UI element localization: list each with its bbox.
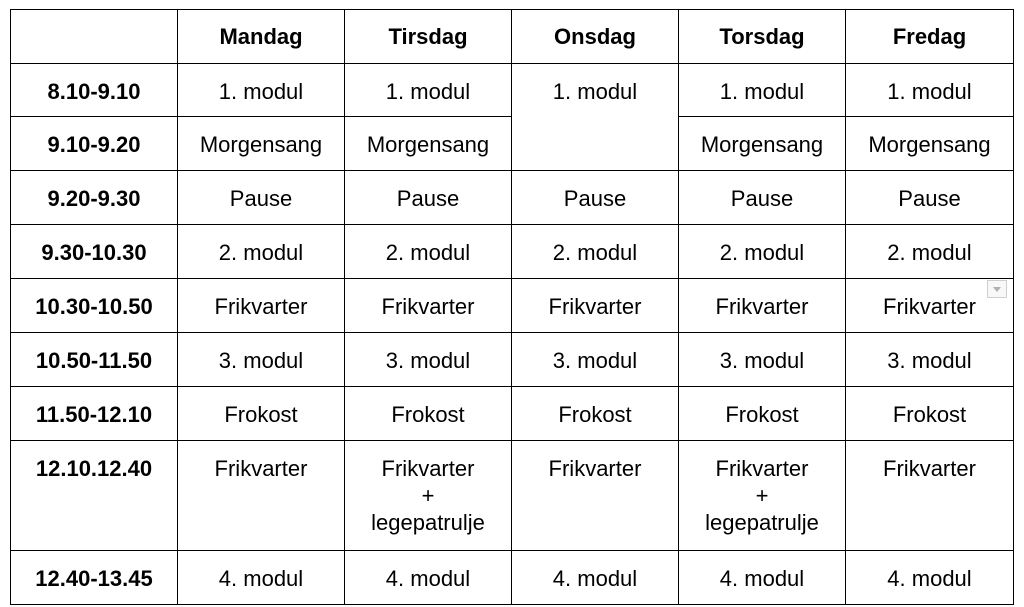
schedule-cell: Frokost <box>345 387 512 441</box>
day-header-fredag: Fredag <box>846 10 1014 64</box>
schedule-cell: 4. modul <box>846 551 1014 605</box>
cell-line: + <box>755 483 769 508</box>
day-header-onsdag: Onsdag <box>512 10 679 64</box>
schedule-cell <box>679 441 846 551</box>
time-slot: 9.30-10.30 <box>11 225 178 279</box>
time-slot: 12.10.12.40 <box>11 441 178 551</box>
day-header-tirsdag: Tirsdag <box>345 10 512 64</box>
time-slot: 8.10-9.10 <box>11 64 178 117</box>
schedule-cell[interactable]: Frikvarter <box>846 279 1014 333</box>
cell-line: legepatrulje <box>371 510 485 535</box>
schedule-cell: 2. modul <box>679 225 846 279</box>
schedule-cell <box>512 441 679 551</box>
schedule-cell <box>846 441 1014 551</box>
cell-line: Frikvarter <box>214 456 308 481</box>
table-row <box>11 64 1014 117</box>
schedule-cell: 4. modul <box>679 551 846 605</box>
schedule-cell: Pause <box>178 171 345 225</box>
schedule-cell: 1. modul <box>512 64 679 171</box>
schedule-cell: 2. modul <box>846 225 1014 279</box>
time-slot: 11.50-12.10 <box>11 387 178 441</box>
cell-line: + <box>421 483 435 508</box>
schedule-cell: Frokost <box>512 387 679 441</box>
schedule-cell: Frikvarter <box>679 279 846 333</box>
schedule-cell: Pause <box>345 171 512 225</box>
schedule-cell: Morgensang <box>178 117 345 171</box>
schedule-cell: Frokost <box>846 387 1014 441</box>
time-slot: 10.30-10.50 <box>11 279 178 333</box>
schedule-cell: 3. modul <box>345 333 512 387</box>
schedule-cell: 3. modul <box>679 333 846 387</box>
cell-line: Frikvarter <box>381 456 475 481</box>
schedule-cell: 3. modul <box>178 333 345 387</box>
schedule-cell: Pause <box>679 171 846 225</box>
schedule-cell: 1. modul <box>846 64 1014 117</box>
schedule-cell <box>178 441 345 551</box>
day-header-torsdag: Torsdag <box>679 10 846 64</box>
schedule-cell: 3. modul <box>512 333 679 387</box>
schedule-cell: 2. modul <box>178 225 345 279</box>
table-row <box>11 551 1014 605</box>
schedule-cell: 4. modul <box>345 551 512 605</box>
schedule-cell: Frikvarter <box>512 279 679 333</box>
schedule-cell: Frikvarter <box>345 279 512 333</box>
schedule-cell: 2. modul <box>512 225 679 279</box>
schedule-cell <box>345 441 512 551</box>
schedule-cell: Pause <box>512 171 679 225</box>
schedule-cell: 4. modul <box>178 551 345 605</box>
schedule-cell: 2. modul <box>345 225 512 279</box>
schedule-table <box>10 9 1014 605</box>
time-slot: 10.50-11.50 <box>11 333 178 387</box>
table-row <box>11 333 1014 387</box>
table-row <box>11 171 1014 225</box>
time-slot: 9.20-9.30 <box>11 171 178 225</box>
schedule-cell: 4. modul <box>512 551 679 605</box>
cell-line: Frikvarter <box>715 456 809 481</box>
schedule-cell: 1. modul <box>345 64 512 117</box>
cell-line: Frikvarter <box>548 456 642 481</box>
schedule-cell: 1. modul <box>178 64 345 117</box>
schedule-cell: Frikvarter <box>178 279 345 333</box>
time-slot: 12.40-13.45 <box>11 551 178 605</box>
day-header-mandag: Mandag <box>178 10 345 64</box>
schedule-cell: 3. modul <box>846 333 1014 387</box>
schedule-cell: Frokost <box>679 387 846 441</box>
schedule-cell: Morgensang <box>345 117 512 171</box>
table-row <box>11 441 1014 551</box>
table-row <box>11 225 1014 279</box>
cell-dropdown-icon[interactable] <box>987 280 1007 298</box>
time-slot: 9.10-9.20 <box>11 117 178 171</box>
table-row <box>11 279 1014 333</box>
schedule-cell: 1. modul <box>679 64 846 117</box>
schedule-cell: Pause <box>846 171 1014 225</box>
cell-line: Frikvarter <box>883 456 976 481</box>
corner-cell <box>11 10 178 64</box>
schedule-cell: Frokost <box>178 387 345 441</box>
header-row <box>11 10 1014 64</box>
cell-line: legepatrulje <box>705 510 819 535</box>
table-row <box>11 387 1014 441</box>
schedule-cell: Morgensang <box>846 117 1014 171</box>
schedule-cell: Morgensang <box>679 117 846 171</box>
